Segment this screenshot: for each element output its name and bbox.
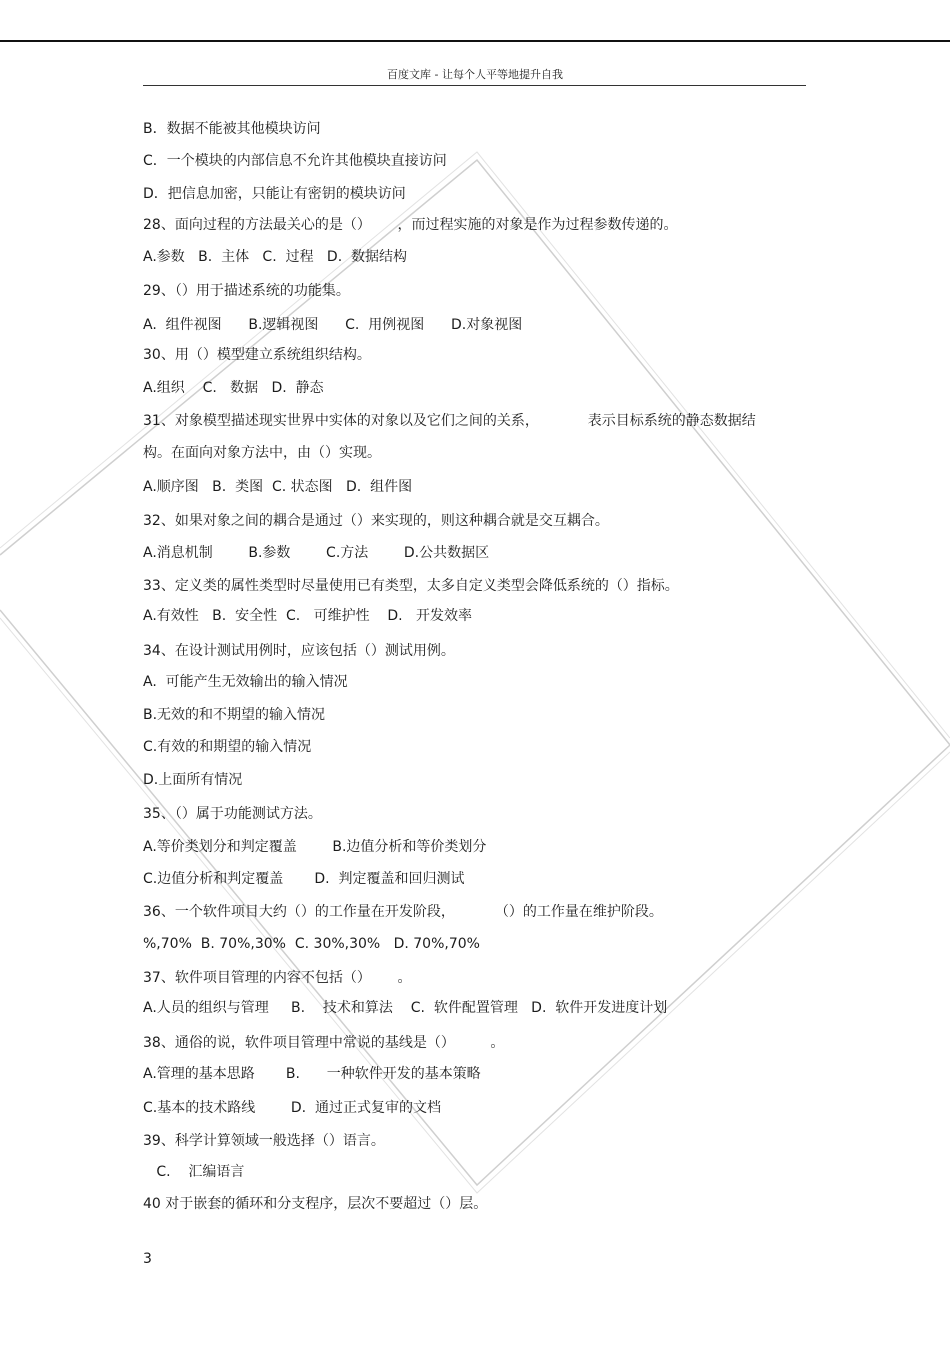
- question-31-continued: 构。在面向对象方法中，由（）实现。: [143, 445, 381, 461]
- question-35-options-ab: A.等价类划分和判定覆盖 B.边值分析和等价类划分: [143, 839, 487, 855]
- question-38-options-cd: C.基本的技术路线 D. 通过正式复审的文档: [143, 1100, 441, 1116]
- question-37: 37、软件项目管理的内容不包括（） 。: [143, 970, 412, 986]
- question-40: 40 对于嵌套的循环和分支程序，层次不要超过（）层。: [143, 1196, 488, 1212]
- question-30-options: A.组织 C. 数据 D. 静态: [143, 380, 324, 396]
- question-34-option-b: B.无效的和不期望的输入情况: [143, 707, 326, 723]
- question-39-option-c: C. 汇编语言: [143, 1164, 245, 1180]
- running-header: 百度文库 - 让每个人平等地提升自我: [387, 68, 563, 81]
- question-29-options: A. 组件视图 B.逻辑视图 C. 用例视图 D.对象视图: [143, 317, 523, 333]
- question-33-options: A.有效性 B. 安全性 C. 可维护性 D. 开发效率: [143, 608, 472, 624]
- question-38: 38、通俗的说，软件项目管理中常说的基线是（） 。: [143, 1035, 505, 1051]
- question-28-options: A.参数 B. 主体 C. 过程 D. 数据结构: [143, 249, 408, 265]
- question-28: 28、面向过程的方法最关心的是（） ，而过程实施的对象是作为过程参数传递的。: [143, 217, 678, 233]
- question-37-options: A.人员的组织与管理 B. 技术和算法 C. 软件配置管理 D. 软件开发进度计划: [143, 1000, 668, 1016]
- header-rule: [143, 85, 806, 86]
- option-b-data-inaccessible: B．数据不能被其他模块访问: [143, 121, 321, 137]
- question-34-option-c: C.有效的和期望的输入情况: [143, 739, 312, 755]
- question-38-options-ab: A.管理的基本思路 B. 一种软件开发的基本策略: [143, 1066, 481, 1082]
- question-39: 39、科学计算领域一般选择（）语言。: [143, 1133, 385, 1149]
- question-30: 30、用（）模型建立系统组织结构。: [143, 347, 371, 363]
- question-35-options-cd: C.边值分析和判定覆盖 D. 判定覆盖和回归测试: [143, 871, 465, 887]
- question-31-options: A.顺序图 B. 类图 C. 状态图 D. 组件图: [143, 479, 413, 495]
- top-rule: [0, 40, 950, 42]
- question-36: 36、一个软件项目大约（）的工作量在开发阶段， （）的工作量在维护阶段。: [143, 904, 663, 920]
- question-32: 32、如果对象之间的耦合是通过（）来实现的，则这种耦合就是交互耦合。: [143, 513, 609, 529]
- question-36-options: %,70% B. 70%,30% C. 30%,30% D. 70%,70%: [143, 936, 480, 952]
- question-31: 31、对象模型描述现实世界中实体的对象以及它们之间的关系， 表示目标系统的静态数据结: [143, 413, 756, 429]
- page-number: 3: [143, 1251, 152, 1267]
- question-32-options: A.消息机制 B.参数 C.方法 D.公共数据区: [143, 545, 490, 561]
- question-33: 33、定义类的属性类型时尽量使用已有类型，太多自定义类型会降低系统的（）指标。: [143, 578, 679, 594]
- question-34-option-d: D.上面所有情况: [143, 772, 243, 788]
- question-34-option-a: A. 可能产生无效输出的输入情况: [143, 674, 348, 690]
- option-d-encrypt-info: D．把信息加密，只能让有密钥的模块访问: [143, 186, 406, 202]
- question-35: 35、（）属于功能测试方法。: [143, 806, 322, 822]
- option-c-internal-info-hidden: C．一个模块的内部信息不允许其他模块直接访问: [143, 153, 447, 169]
- question-34: 34、在设计测试用例时，应该包括（）测试用例。: [143, 643, 455, 659]
- question-29: 29、（）用于描述系统的功能集。: [143, 283, 350, 299]
